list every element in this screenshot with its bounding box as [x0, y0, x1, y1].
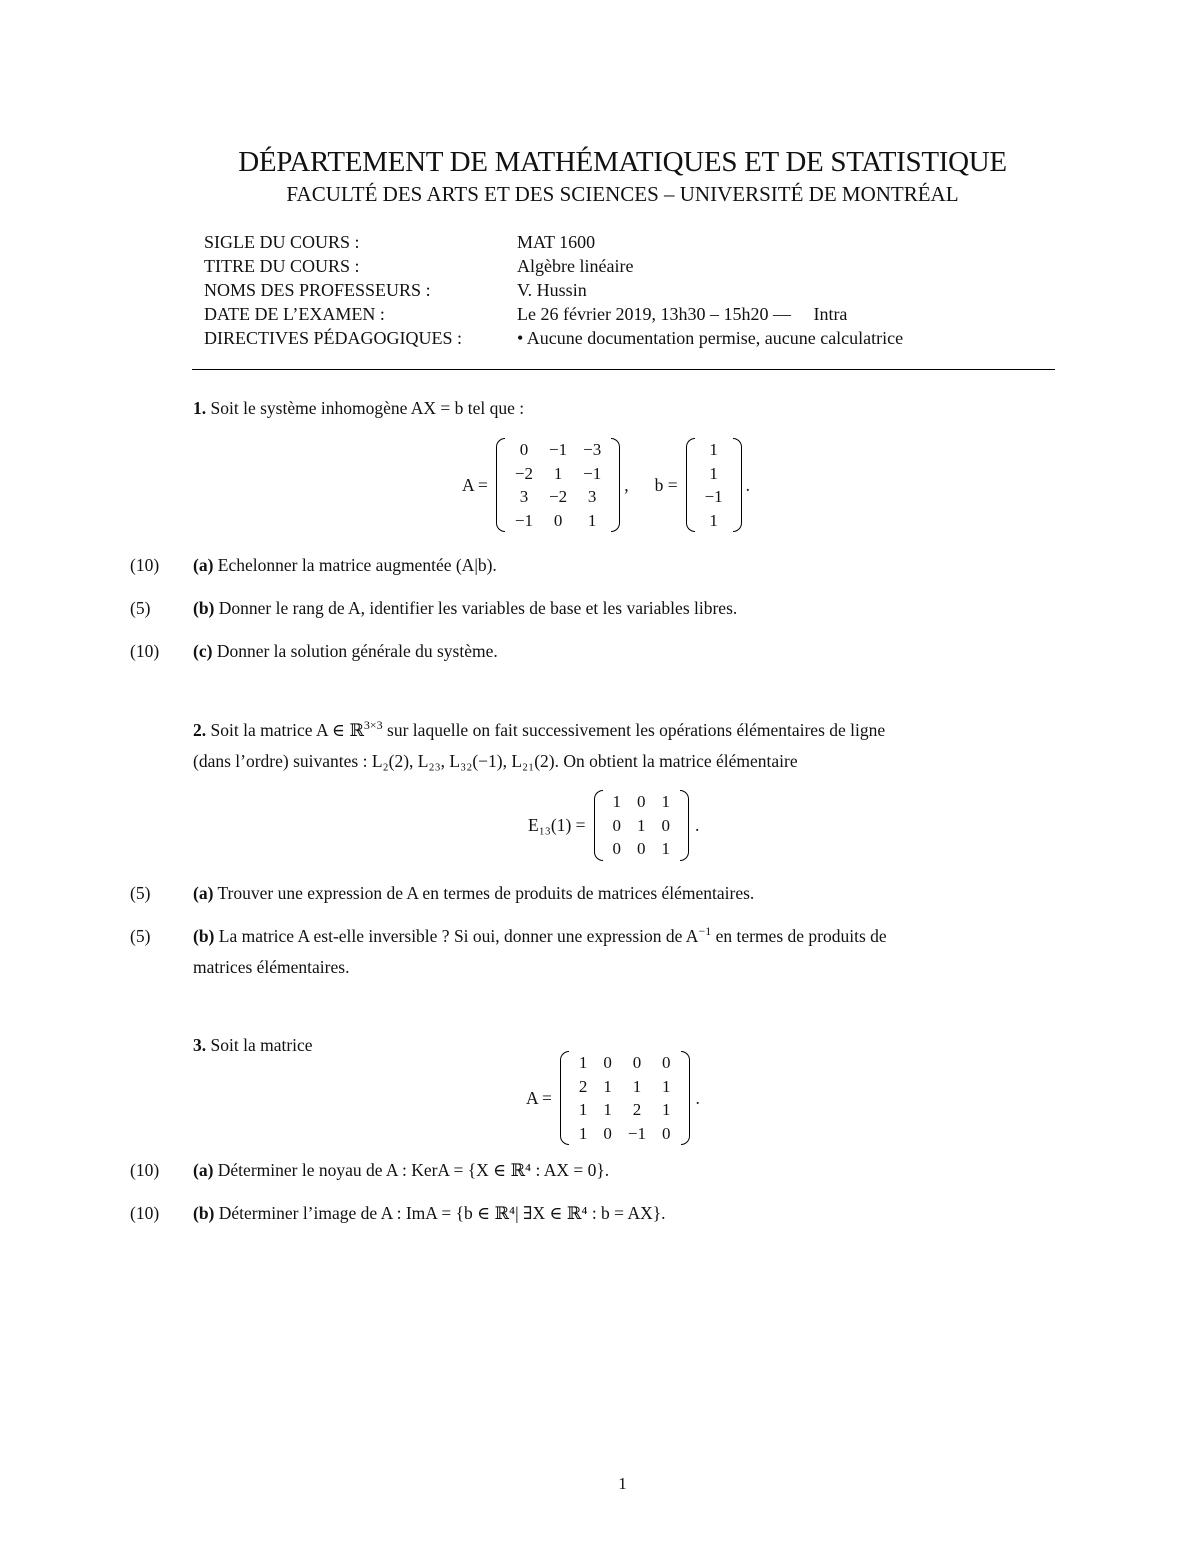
q2b-sup: −1	[698, 924, 712, 939]
q2-intro-sup: 3×3	[363, 718, 383, 733]
q3b-label: (b)	[193, 1203, 215, 1223]
left-paren	[686, 438, 695, 532]
q1-vector-b-table	[697, 438, 731, 532]
professors-value: V. Hussin	[517, 280, 587, 300]
q1c-body: Donner la solution générale du système.	[212, 641, 498, 661]
q3-A-label: A =	[526, 1087, 552, 1108]
q3b-points: (10)	[130, 1203, 160, 1223]
q3-intro	[193, 1033, 313, 1057]
q2-E-cell: 0	[637, 792, 646, 812]
q1a-points: (10)	[130, 555, 160, 575]
q3a-text	[193, 1158, 609, 1182]
q3-A-cell: 2	[632, 1100, 642, 1120]
q1c-text	[193, 639, 498, 663]
page-number: 1	[618, 1474, 627, 1493]
q1c-label: (c)	[193, 641, 213, 661]
q1-intro	[193, 396, 524, 420]
q1-matrix-A	[496, 438, 620, 532]
q3-A-cell: 1	[662, 1076, 671, 1096]
q2-E-cell: 0	[637, 839, 646, 859]
q2-number: 2.	[193, 720, 207, 740]
exam-date-value: Le 26 février 2019, 13h30 – 15h20 — Intra	[517, 304, 848, 324]
q1-A-cell: 0	[553, 510, 563, 530]
q3-A-cell: 1	[662, 1100, 671, 1120]
q1c-points: (10)	[130, 641, 160, 661]
professors-label: NOMS DES PROFESSEURS :	[204, 280, 431, 300]
q3a-points: (10)	[130, 1160, 160, 1180]
q3-A-cell: 1	[632, 1076, 642, 1096]
right-paren	[611, 438, 620, 532]
q1a-label: (a)	[193, 555, 214, 575]
q1-b-cell: 1	[709, 510, 718, 530]
course-code-value: MAT 1600	[517, 232, 596, 252]
q3-A-cell: 1	[578, 1053, 588, 1073]
exam-date-row	[204, 302, 903, 326]
course-title-label: TITRE DU COURS :	[204, 256, 360, 276]
left-paren	[594, 790, 603, 861]
q3-A-cell: 0	[603, 1123, 612, 1143]
q3-A-cell: 1	[603, 1100, 612, 1120]
exam-date-label: DATE DE L’EXAMEN :	[204, 304, 385, 324]
q1-matrix-A-table	[507, 438, 609, 532]
course-code-label: SIGLE DU COURS :	[204, 232, 360, 252]
q3-intro-text: Soit la matrice	[206, 1035, 313, 1055]
q3-matrix-A-table	[571, 1051, 679, 1145]
professors-row	[204, 278, 903, 302]
q1b-body: Donner le rang de A, identifier les variables de base et les variables libres.	[214, 598, 738, 618]
course-title-value: Algèbre linéaire	[517, 256, 634, 276]
right-paren	[733, 438, 742, 532]
course-code-row	[204, 230, 903, 254]
q3-A-cell: 2	[578, 1076, 588, 1096]
q2-matrix-E-table	[605, 790, 679, 861]
q1-b-cell: −1	[704, 487, 723, 507]
q1-A-cell: 1	[553, 463, 563, 483]
q3-matrix-A	[560, 1051, 690, 1145]
q3a-body: Déterminer le noyau de A : KerA = {X ∈ ℝ⁴ : AX = 0}.	[213, 1160, 610, 1180]
q2b-body-b: en termes de produits de	[711, 926, 887, 946]
faculty-title: FACULTÉ DES ARTS ET DES SCIENCES – UNIVERSITÉ DE MONTRÉAL	[286, 182, 959, 206]
q3-A-cell: 1	[603, 1076, 612, 1096]
q3-A-cell: 1	[578, 1100, 588, 1120]
right-paren	[680, 790, 689, 861]
q3a-label: (a)	[193, 1160, 214, 1180]
q1-A-label: A =	[462, 474, 488, 495]
directives-label: DIRECTIVES PÉDAGOGIQUES :	[204, 328, 462, 348]
directives-value: • Aucune documentation permise, aucune calculatrice	[517, 328, 904, 348]
q2a-points: (5)	[130, 883, 151, 903]
q1-b-cell: 1	[709, 440, 718, 460]
course-title-row	[204, 254, 903, 278]
left-paren	[560, 1051, 569, 1145]
q2-E-cell: 1	[637, 815, 646, 835]
q1-A-cell: −2	[549, 487, 568, 507]
q3-A-cell: 1	[578, 1123, 588, 1143]
q3-A-cell: 0	[603, 1053, 612, 1073]
q2-E-label: E₁₃(1) =	[528, 814, 586, 835]
q1-b-label: b =	[654, 474, 678, 495]
course-info	[204, 230, 903, 350]
q3-matrix-row	[526, 1051, 700, 1145]
q3-A-cell: 0	[662, 1053, 671, 1073]
q1-b-cell: 1	[709, 463, 718, 483]
q1-vector-b	[686, 438, 742, 532]
q2-E-cell: 0	[612, 839, 622, 859]
q1-A-cell: 0	[519, 440, 529, 460]
q2-E-cell: 1	[661, 792, 671, 812]
q2-matrix-E	[594, 790, 690, 861]
q1b-text	[193, 596, 737, 620]
department-title: DÉPARTEMENT DE MATHÉMATIQUES ET DE STATISTIQUE	[238, 146, 1007, 178]
q2b-text	[193, 924, 887, 948]
q2-E-cell: 0	[612, 815, 622, 835]
q2-matrix-row	[528, 790, 699, 861]
q2-period: .	[695, 814, 700, 835]
header-divider	[192, 369, 1055, 370]
q3-A-cell: 0	[632, 1053, 642, 1073]
q3-A-cell: 0	[662, 1123, 671, 1143]
q1b-points: (5)	[130, 598, 151, 618]
q1-A-cell: 3	[587, 487, 597, 507]
q2-E-cell: 1	[612, 792, 622, 812]
q2b-text-cont: matrices élémentaires.	[193, 957, 350, 977]
q1-A-cell: 3	[519, 487, 529, 507]
q1-A-cell: 1	[587, 510, 597, 530]
q2-line2: (dans l’ordre) suivantes : L₂(2), L₂₃, L₃₂(−1), L₂₁(2). On obtient la matrice élémentaire	[193, 751, 798, 771]
q2a-body: Trouver une expression de A en termes de produits de matrices élémentaires.	[213, 883, 755, 903]
right-paren	[681, 1051, 690, 1145]
q2b-points: (5)	[130, 926, 151, 946]
q1-matrices	[462, 438, 750, 532]
q1-A-cell: −2	[514, 463, 534, 483]
q1-period: .	[745, 474, 751, 495]
q3-number: 3.	[193, 1035, 207, 1055]
q2b-label: (b)	[193, 926, 215, 946]
directives-row	[204, 326, 903, 350]
q2a-text	[193, 881, 754, 905]
q1-A-cell: −3	[583, 440, 602, 460]
q3b-text	[193, 1201, 666, 1225]
q3-A-cell: −1	[627, 1123, 647, 1143]
q2-E-cell: 0	[661, 815, 671, 835]
q1-A-cell: −1	[583, 463, 602, 483]
q1-comma: ,	[624, 474, 629, 495]
q2-intro-a: Soit la matrice A ∈ ℝ	[206, 720, 364, 740]
q1b-label: (b)	[193, 598, 215, 618]
left-paren	[496, 438, 505, 532]
q2-intro	[193, 718, 885, 742]
q3b-body: Déterminer l’image de A : ImA = {b ∈ ℝ⁴| ∃X ∈ ℝ⁴ : b = AX}.	[214, 1203, 666, 1223]
q1a-body: Echelonner la matrice augmentée (A|b).	[213, 555, 497, 575]
q1-A-cell: −1	[549, 440, 568, 460]
q1-intro-text: Soit le système inhomogène AX = b tel que :	[206, 398, 525, 418]
q1-A-cell: −1	[514, 510, 534, 530]
q1a-text	[193, 553, 497, 577]
q2-intro-b: sur laquelle on fait successivement les opérations élémentaires de ligne	[382, 720, 886, 740]
q2a-label: (a)	[193, 883, 214, 903]
q3-period: .	[695, 1087, 700, 1108]
q1-number: 1.	[193, 398, 207, 418]
q2-E-cell: 1	[661, 839, 671, 859]
q2b-body-a: La matrice A est-elle inversible ? Si oui, donner une expression de A	[214, 926, 699, 946]
